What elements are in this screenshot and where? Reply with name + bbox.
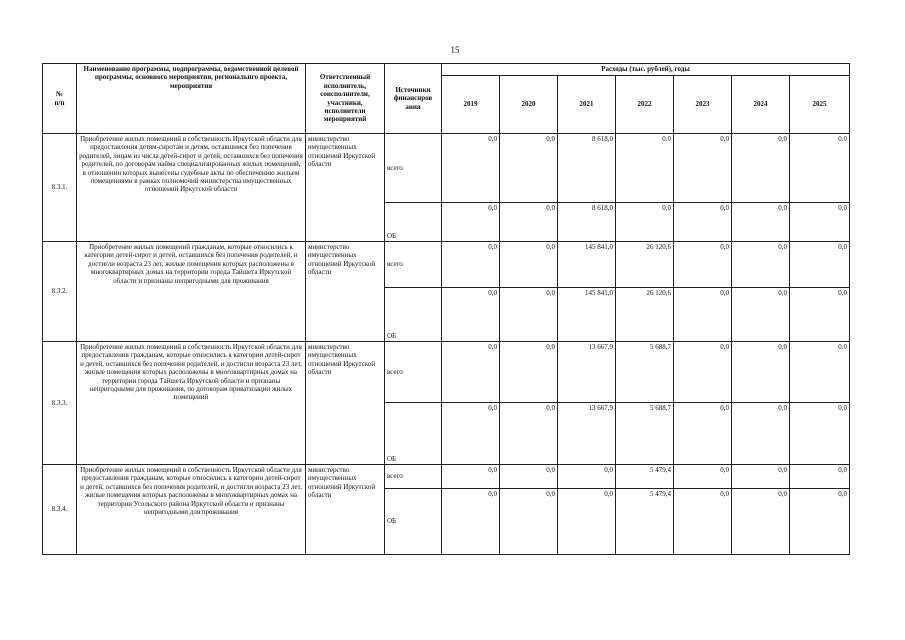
header-year: 2021 [558, 76, 616, 134]
row-number: 8.3.4. [43, 465, 77, 555]
value-cell: 0,0 [442, 203, 500, 242]
value-cell: 0,0 [790, 342, 850, 403]
value-cell: 0,0 [790, 288, 850, 342]
row-number: 8.3.3. [43, 342, 77, 465]
value-cell: 145 841,0 [558, 288, 616, 342]
page-number: 15 [450, 45, 460, 55]
value-cell: 0,0 [442, 242, 500, 288]
value-cell: 0,0 [790, 403, 850, 465]
value-cell: 0,0 [790, 489, 850, 555]
header-name: Наименование программы, подпрограммы, ведомственной целевой программы, основного мероприятия, региональнго проекта, мероприятия [77, 64, 306, 134]
value-cell: 13 667,9 [558, 342, 616, 403]
value-cell: 0,0 [790, 134, 850, 203]
value-cell: 0,0 [558, 489, 616, 555]
row-source: ОБ [385, 403, 442, 465]
value-cell: 0,0 [790, 203, 850, 242]
value-cell: 5 688,7 [616, 342, 674, 403]
header-num: № п/п [43, 64, 77, 134]
header-year: 2025 [790, 76, 850, 134]
row-source: всего [385, 465, 442, 489]
header-year: 2024 [732, 76, 790, 134]
value-cell: 0,0 [674, 288, 732, 342]
value-cell: 0,0 [674, 342, 732, 403]
value-cell: 0,0 [732, 403, 790, 465]
table-row [43, 134, 850, 203]
value-cell: 8 618,0 [558, 134, 616, 203]
row-source: ОБ [385, 489, 442, 555]
table-row [43, 342, 850, 403]
header-expenses: Расходы (тыс. рублей), годы [442, 64, 850, 76]
value-cell: 0,0 [674, 465, 732, 489]
header-source: Источники финансиров ания [385, 64, 442, 134]
value-cell: 0,0 [732, 203, 790, 242]
value-cell: 0,0 [500, 403, 558, 465]
value-cell: 5 479,4 [616, 465, 674, 489]
row-source: всего [385, 242, 442, 288]
value-cell: 0,0 [790, 242, 850, 288]
value-cell: 5 479,4 [616, 489, 674, 555]
value-cell: 0,0 [500, 288, 558, 342]
row-source: ОБ [385, 288, 442, 342]
value-cell: 0,0 [674, 403, 732, 465]
value-cell: 0,0 [500, 342, 558, 403]
row-name: Приобретение жилых помещений гражданам, которые относились к категории детей-сирот и детей, оставшихся без попечения родителей, и достигли возраста 23 лет, жилые помещения которых расположены в многоквартирных домах на территории города Тайшета Иркутской области и признаны непригодными для проживания [77, 242, 306, 342]
value-cell: 0,0 [674, 134, 732, 203]
value-cell: 0,0 [732, 288, 790, 342]
value-cell: 0,0 [442, 288, 500, 342]
value-cell: 0,0 [616, 203, 674, 242]
value-cell: 0,0 [500, 465, 558, 489]
value-cell: 0,0 [790, 465, 850, 489]
header-year: 2020 [500, 76, 558, 134]
value-cell: 0,0 [500, 203, 558, 242]
budget-table [42, 63, 850, 555]
row-source: всего [385, 342, 442, 403]
value-cell: 0,0 [442, 465, 500, 489]
value-cell: 0,0 [732, 489, 790, 555]
header-executor: Ответственный исполнитель, соисполнители, участники, исполнители мероприятий [306, 64, 385, 134]
row-executor: министерство имущественных отношений Иркутской области [306, 465, 385, 555]
header-year: 2023 [674, 76, 732, 134]
value-cell: 0,0 [674, 242, 732, 288]
value-cell: 0,0 [732, 134, 790, 203]
value-cell: 0,0 [732, 465, 790, 489]
value-cell: 8 618,0 [558, 203, 616, 242]
row-name: Приобретение жилых помещений в собственность Иркутской области для предоставления детям-сиротам и детям, оставшимся без попечения родителей, лицам из числа детей-сирот и детей, оставшихся без попечения родителей, по договорам найма специализированных жилых помещений, в отношении которых вынесены судебные акты по обеспечению жильем помещениями в рамках полномочий министерства имущественных отношений Иркутской области [77, 134, 306, 242]
value-cell: 0,0 [674, 489, 732, 555]
row-executor: министерство имущественных отношений Иркутской области [306, 134, 385, 242]
header-year: 2022 [616, 76, 674, 134]
value-cell: 0,0 [732, 242, 790, 288]
header-year: 2019 [442, 76, 500, 134]
row-number: 8.3.1. [43, 134, 77, 242]
value-cell: 0,0 [500, 489, 558, 555]
value-cell: 145 841,0 [558, 242, 616, 288]
table-row [43, 242, 850, 288]
value-cell: 0,0 [442, 489, 500, 555]
value-cell: 0,0 [500, 134, 558, 203]
value-cell: 0,0 [442, 403, 500, 465]
value-cell: 0,0 [558, 465, 616, 489]
row-executor: министерство имущественных отношений Иркутской области [306, 342, 385, 465]
value-cell: 5 688,7 [616, 403, 674, 465]
row-source: ОБ [385, 203, 442, 242]
table-row [43, 465, 850, 489]
value-cell: 0,0 [732, 342, 790, 403]
value-cell: 13 667,9 [558, 403, 616, 465]
value-cell: 26 120,6 [616, 242, 674, 288]
value-cell: 26 120,6 [616, 288, 674, 342]
value-cell: 0,0 [674, 203, 732, 242]
value-cell: 0,0 [442, 342, 500, 403]
row-name: Приобретение жилых помещений в собственность Иркутской области для предоставления гражданам, которые относились к категории детей-сирот и детей, оставшихся без попечения родителей, и достигли возраста 23 лет, жилые помещения которых расположены в многоквартирных домах на территории города Тайшета Иркутской области и признаны непригодными для проживания, по договорам приватизации жилых помещений [77, 342, 306, 465]
value-cell: 0,0 [500, 242, 558, 288]
value-cell: 0,0 [442, 134, 500, 203]
value-cell: 0,0 [616, 134, 674, 203]
row-source: всего [385, 134, 442, 203]
row-number: 8.3.2. [43, 242, 77, 342]
row-name: Приобретение жилых помещений в собственность Иркутской области для предоставления гражданам, которые относились к категории детей-сирот и детей, оставшихся без попечения родителей, и достигли возраста 23 лет, жилые помещения которых расположены в многоквартирных домах на территории Усольского района Иркутской области и признаны непригодными для проживания [77, 465, 306, 555]
row-executor: министерство имущественных отношений Иркутской области [306, 242, 385, 342]
